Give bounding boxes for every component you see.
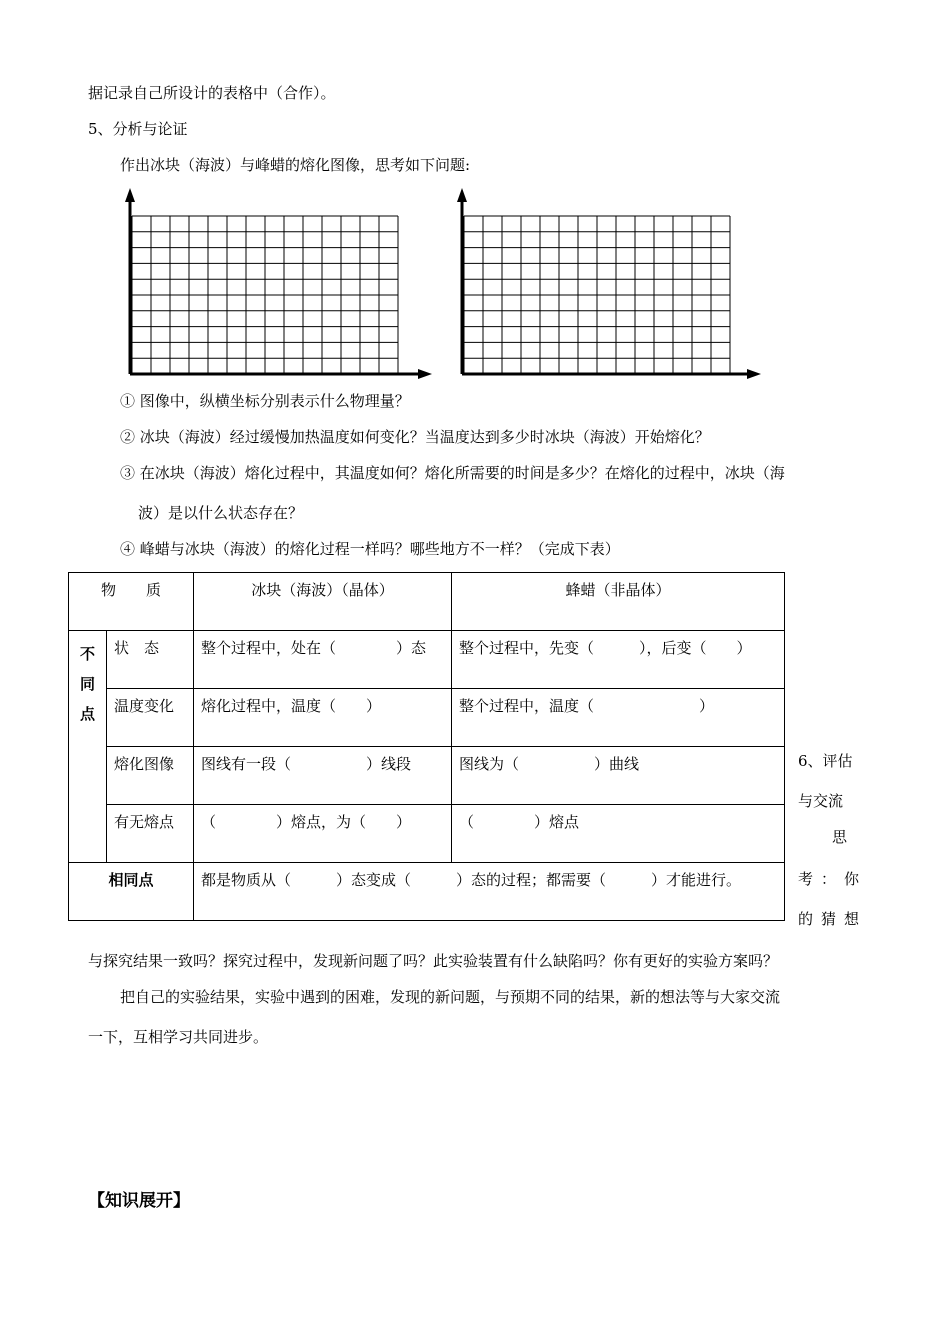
cell-ice: 熔化过程中，温度（ ） <box>194 689 452 747</box>
diff-label <box>69 631 107 863</box>
cell-ice: （ ）熔点，为（ ） <box>194 805 452 863</box>
question-3-line-1: ③ 在冰块（海波）熔化过程中，其温度如何？熔化所需要的时间是多少？在熔化的过程中，冰块（海 <box>120 464 785 482</box>
table-header-row <box>69 573 785 631</box>
section-heading: 【知识展开】 <box>88 1191 190 1211</box>
cell-ice: 图线有一段（ ）线段 <box>194 747 452 805</box>
side-text-5: 的猜想 <box>798 910 868 928</box>
cell-wax: 图线为（ ）曲线 <box>452 747 785 805</box>
header-crystal: 冰块（海波）（晶体） <box>194 573 452 631</box>
cell-ice: 整个过程中，处在（ ）态 <box>194 631 452 689</box>
row-label: 温度变化 <box>107 689 194 747</box>
paragraph-line-2: 把自己的实验结果，实验中遇到的困难，发现的新问题，与预期不同的结果，新的想法等与大家交流 <box>120 988 781 1006</box>
table-row <box>69 747 785 805</box>
cell-wax: （ ）熔点 <box>452 805 785 863</box>
side-text-3: 思 <box>832 828 848 846</box>
comparison-table <box>68 572 785 921</box>
section-5-title: 5、分析与论证 <box>88 120 188 138</box>
graph-grid-right <box>450 186 770 386</box>
cell-wax: 整个过程中，先变（ ），后变（ ） <box>452 631 785 689</box>
same-label: 相同点 <box>69 863 194 921</box>
row-label: 熔化图像 <box>107 747 194 805</box>
side-text-4: 考：你 <box>798 870 868 888</box>
question-3-line-2: 波）是以什么状态存在？ <box>138 504 304 522</box>
table-row <box>69 805 785 863</box>
graph-grid-left <box>118 186 438 386</box>
question-1: ① 图像中，纵横坐标分别表示什么物理量？ <box>120 392 410 410</box>
diff-label-text: 不同点 <box>79 645 95 723</box>
same-text: 都是物质从（ ）态变成（ ）态的过程；都需要（ ）才能进行。 <box>194 863 785 921</box>
table-row <box>69 689 785 747</box>
row-label: 状 态 <box>107 631 194 689</box>
side-text-2: 与交流 <box>798 792 844 810</box>
paragraph-line-1: 与探究结果一致吗？探究过程中，发现新问题了吗？此实验装置有什么缺陷吗？你有更好的实验方案吗？ <box>88 952 779 970</box>
table-same-row <box>69 863 785 921</box>
instruction-line: 作出冰块（海波）与峰蜡的熔化图像，思考如下问题: <box>120 156 471 174</box>
row-label: 有无熔点 <box>107 805 194 863</box>
question-4: ④ 峰蜡与冰块（海波）的熔化过程一样吗？哪些地方不一样？（完成下表） <box>120 540 620 558</box>
header-substance: 物 质 <box>69 573 194 631</box>
cell-wax: 整个过程中，温度（ ） <box>452 689 785 747</box>
paragraph-line-3: 一下，互相学习共同进步。 <box>88 1028 269 1046</box>
question-2: ② 冰块（海波）经过缓慢加热温度如何变化？当温度达到多少时冰块（海波）开始熔化？ <box>120 428 710 446</box>
table-row <box>69 631 785 689</box>
header-amorphous: 蜂蜡（非晶体） <box>452 573 785 631</box>
text-line-1: 据记录自己所设计的表格中（合作）。 <box>88 84 336 102</box>
side-text-1: 6、评估 <box>798 752 853 770</box>
